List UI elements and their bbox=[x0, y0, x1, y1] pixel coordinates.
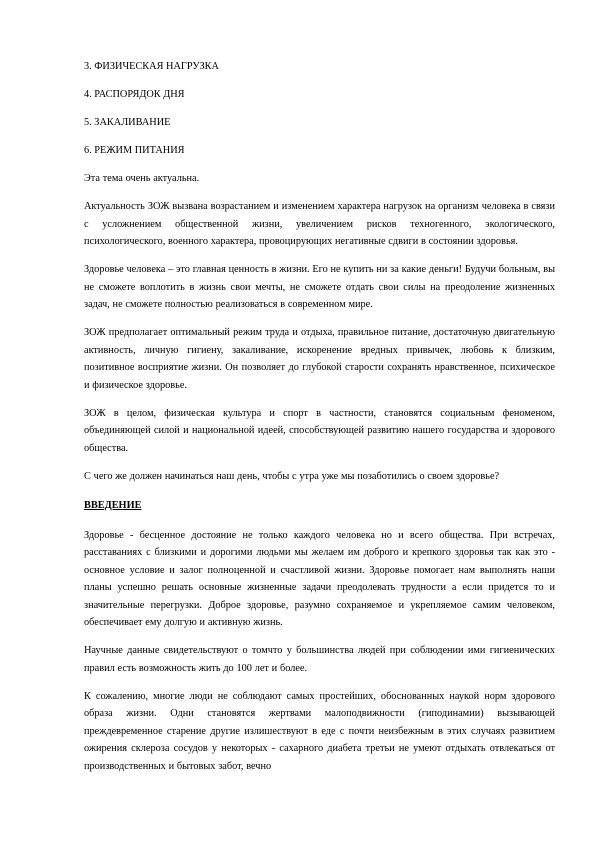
paragraph-day-question: С чего же должен начинаться наш день, чтобы с утра уже мы позаботились о своем здоровье? bbox=[84, 470, 500, 482]
paragraph-hls-components: ЗОЖ предполагает оптимальный режим труда и отдыха, правильное питание, достаточную двигательную активность, личную гигиену, закаливание, искоренение вредных привычек, любовь к близким, позитивное восприятие жизни. Он позволяет до глубокой старости сохранять нравственное, психическое и физическое здоровье. bbox=[84, 327, 555, 391]
paragraph-hls-relevance: Актуальность ЗОЖ вызвана возрастанием и изменением характера нагрузок на организм человека в связи с усложнением общественной жизни, увеличением рисков техногенного, экологического, психологического, военного характера, провоцирующих негативные сдвиги в состоянии здоровья. bbox=[84, 201, 555, 247]
paragraph-health-value: Здоровье человека – это главная ценность в жизни. Его не купить ни за какие деньги! Будучи больным, вы не сможете воплотить в жизнь свои мечты, не сможете отдать свои силы на преодоление жизненных задач, не сможете полностью реализоваться в современном мире. bbox=[84, 264, 555, 310]
section-heading-hardening: 5. ЗАКАЛИВАНИЕ bbox=[84, 117, 171, 128]
paragraph-topic-relevance: Эта тема очень актуальна. bbox=[84, 173, 200, 184]
paragraph-unfortunately: К сожалению, многие люди не соблюдают самых простейших, обоснованных наукой норм здорового образа жизни. Одни становятся жертвами малоподвижности (гиподинамии) вызывающей преждевременное старение другие излишествуют в еде с почти неизбежным в этих случаях развитием ожирения склероза сосудов у некоторых - сахарного диабета третьи не умеют отдыхать отвлекаться от производственных и бытовых забот, вечно bbox=[84, 690, 555, 772]
paragraph-hls-social: ЗОЖ в целом, физическая культура и спорт в частности, становятся социальным феноменом, объединяющей силой и национальной идеей, способствующей развитию нашего государства и здорового общества. bbox=[84, 407, 555, 454]
section-heading-nutrition: 6. РЕЖИМ ПИТАНИЯ bbox=[84, 145, 185, 156]
introduction-title: ВВЕДЕНИЕ bbox=[84, 500, 142, 511]
section-heading-daily-routine: 4. РАСПОРЯДОК ДНЯ bbox=[84, 89, 185, 100]
paragraph-scientific-data: Научные данные свидетельствуют о томчто у большинства людей при соблюдении ими гигиенических правил есть возможность жить до 100 лет и более. bbox=[84, 645, 555, 674]
paragraph-health-treasure: Здоровье - бесценное достояние не только каждого человека но и всего общества. При встречах, расставаниях с близкими и дорогими людьми мы желаем им доброго и крепкого здоровья так как это - основное условие и залог полноценной и счастливой жизни. Здоровье помогает нам выполнять наши планы успешно решать основные жизненные задачи преодолевать трудности а если придется то и значительные перегрузки. Доброе здоровье, разумно сохраняемое и укрепляемое самим человеком, обеспечивает ему долгую и активную жизнь. bbox=[84, 529, 555, 628]
document-page bbox=[84, 58, 555, 786]
section-heading-physical-load: 3. ФИЗИЧЕСКАЯ НАГРУЗКА bbox=[84, 61, 219, 72]
